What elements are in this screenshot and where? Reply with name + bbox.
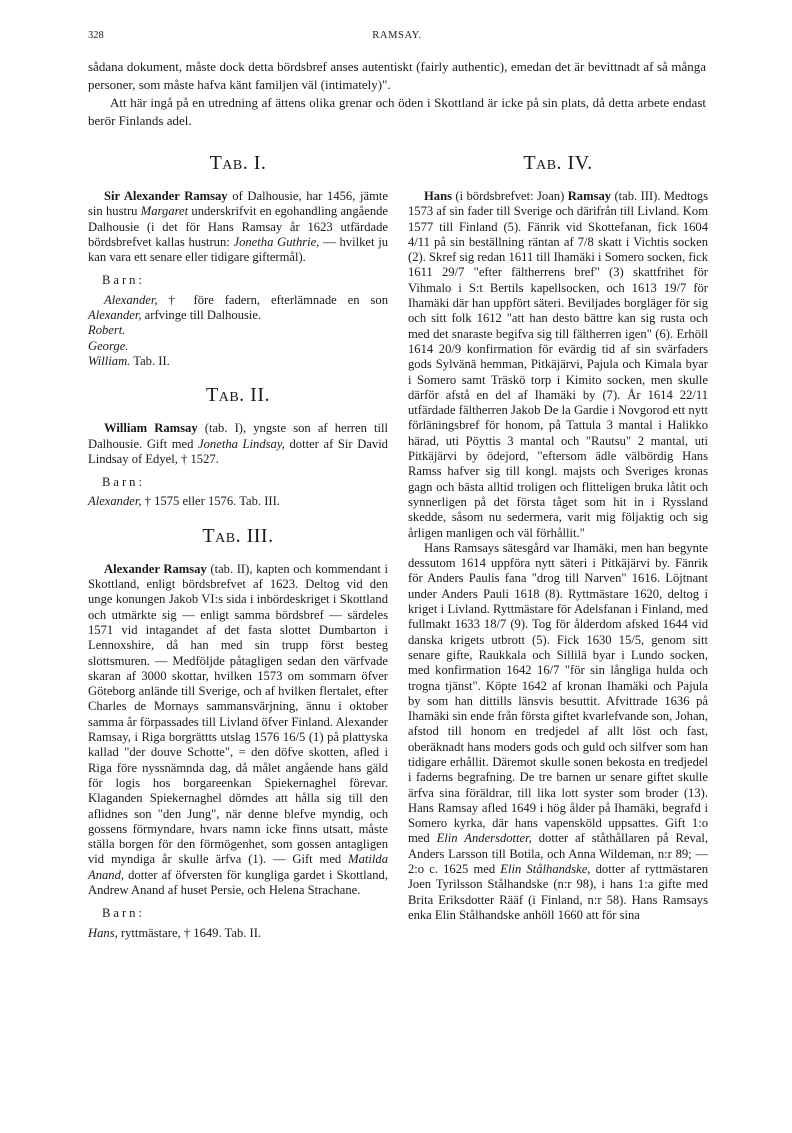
person-name: Hans [424,189,452,203]
child-entry [88,339,388,354]
body-text: dotter af Sir David Lindsay of Edyel, † 1527. [88,436,388,466]
body-text: † före fadern, efterlämnade en son [157,292,388,307]
section-tab-2 [88,383,388,509]
date-fraction: 16/5 [282,730,306,745]
section-body [408,541,708,923]
body-text: (1) på plattyska kallad "der douve Schotte", = den döfve skotten, afled i Riga före nyssnämnda dag, då målet angående hans gäld för logis hos borgareenkan Spiekernaghel förevar. Klaganden Spiekernaghel dömdes att hålla sig till den aflidnes son "den Jung", när denne blefve myndig, och gossens förmyndare, hvars namn icke finns utsatt, måste ställa borgen för den förmögenhet, som gossen antagligen vid myndiga år skulle ärfva (1). — Gift med [88,730,389,867]
person-name-italic: Jonetha Guthrie [233,234,317,249]
body-text: underskrifvit en egohandling angående Dalhousie (i det för Hans Ramsay år 1623 utfärdade bördsbrefvet kallas hustrun: [88,204,388,249]
children-label: Barn: [102,475,145,490]
section-tab-1 [88,151,388,369]
section-heading: Tab. IV. [523,152,593,174]
body-text: dotter af ståthållaren på Reval, Anders Larsson till Botila, och Anna Wildeman, n:r 89; — 2:o c. 1625 med [408,831,709,877]
body-text: (i bördsbrefvet: Joan) [452,189,568,203]
intro-paragraph: Att här ingå på en utredning af ättens olika grenar och öden i Skottland är icke på sin plats, då detta arbete endast berör Finlands adel. [88,95,706,128]
intro-text [88,58,706,130]
child-entry [88,926,388,941]
person-name-italic: Margaret [140,204,189,219]
child-name: George. [88,338,129,353]
child-name: Robert. [88,323,126,338]
section-body [88,421,388,467]
body-text: , — hvilket ju kan vara ett senare eller tidigare giftermål). [88,234,388,265]
child-name: Alexander, [88,308,142,323]
children-label: Barn: [102,906,145,921]
body-text: arfvinge till Dalhousie. [141,308,262,323]
body-text: † 1575 eller 1576. Tab. III. [141,494,280,509]
child-name: Alexander, [104,292,158,307]
person-name-italic: Jonetha Lindsay, [198,436,285,451]
person-name: Alexander Ramsay [104,561,207,576]
child-entry [88,323,388,338]
section-heading: Tab. II. [206,384,270,407]
section-heading: Tab. I. [209,152,267,174]
person-name: Sir Alexander Ramsay [104,189,228,203]
body-text: dotter af öfversten för kungliga gardet i Skottland, Andrew Anand af huset Persie, och Helena Strachane. [88,867,388,897]
section-body [408,189,708,541]
section-body [88,189,388,265]
page-number: 328 [88,30,104,41]
body-text: (tab. I), yngste son af herren till Dalhousie. Gift med [88,421,388,451]
child-entry [88,293,388,324]
body-text: (tab. III). Medtogs 1573 af sin fader till Sverige och därifrån till Livland. Kom 1577 till Finland (5). Fänrik vid Skottefanan, fick 1604 4/11 på sin beställning räntan af 7/8 skatt i Vichtis socken (2). Skref sig redan 1611 till Ihamäki i Somero socken, fick 1611 29/7 "efter fältherrens bref" (3) skattfrihet för Vihmalo i S:t Bertils kapellsocken, och 1613 19/7 för Ihamäki där han uppfört säteri. Beviljades borgläger för sig och sitt folk 1612 "att han desto bättre kan sig rusta och med det snaraste begifva sig till fältherren igen" (6). Erhöll 1614 20/9 konfirmation för evärdig tid af sin svärfaders gods Sylvänä hemman, Pitkäjärvi, Pajula och Kimala byar i Somero samt Träskö torp i Kimito socken, men skulle därför afstå en del af Ihamäki by (7). År 1614 22/11 utfärdade fältherren Jakob De la Gardie i Novgorod ett nytt förläningsbref för honom, på Tattula 3 mantal i Halikko härad, uti Pöyttis 3 mantal och "Rautsu" 2 mantal, uti Pitkäjärvi by ödejord, "eftersom ädle välbördig Hans Ramss hafver sig till kongl. majsts och Sveriges kronas gagn och bästa alltid troligen och flitteligen bruka låtit och synnerligen på det första tåget som hit in i Ryssland skedde, såsom nu sedermera, varit mig följaktig och sig årligen manligen och väl förhållit." [408,189,708,540]
section-tab-4 [408,151,708,923]
child-name: William. [88,353,131,368]
table-reference: Tab. II. [130,353,170,368]
person-name-italic: Elin Stålhandske, [500,862,591,877]
person-name-italic: Matilda Anand, [88,852,388,882]
section-body [88,562,388,899]
person-name: William Ramsay [104,421,198,436]
page-header [88,30,706,46]
body-text: of Dalhousie, har 1456, jämte sin hustru [88,189,388,219]
intro-paragraph: sådana dokument, måste dock detta bördsbref anses autentiskt (fairly authentic), emedan det är bevittnadt af så många personer, som måste hafva känt familjen väl (intimately)". [88,59,706,92]
person-name: Ramsay [567,189,612,203]
left-column [88,145,388,941]
child-name: Hans, [88,925,118,940]
child-name: Alexander, [88,494,142,509]
running-title: RAMSAY. [372,30,422,41]
body-text: Hans Ramsays sätesgård var Ihamäki, men han begynte dessutom 1614 uppföra nytt säteri i Pitkäjärvi by. Fänrik för Anders Paulis fana "drog till Narven" 1616. Löjtnant under Anders Pauli 1618 (8). Ryttmästare 1620, deltog i kriget i Livland. Ryttmästare för Adelsfanan i Finland, med fullmakt 1633 18/7 (9). Tog för ålderdom afsked 1644 vid danska krigets utbrott (5). Fick 1630 15/5, genom sitt senare gifte, Raukkala och Sillilä byar i Lundo socken, med konfirmation 1642 16/7 "för sin långliga hulda och trogna tjänst". Köpte 1642 af kronan Ihamäki och Pajula by som han dittills länsvis besuttit. Afvittrade 1636 på Ihamäki sin ende från första giftet kvarlefvande son, Johan, afstod till honom en tredjedel af allt löst och fast, oberäknadt hans moders gods och guld och silfver som han tidigare erhållit. Däremot skulle sonen bekosta en tredjedel i faderns begrafning. De tre barnen ur senare giftet skulle ärfva sina föräldrar, till lika lott syster som broder (13). Hans Ramsay afled 1649 i hög ålder på Ihamäki, begrafd i Somero kyrka, där hans vapensköld uppsattes. Gift 1:o med [408,540,708,846]
section-tab-3 [88,524,388,941]
section-heading: Tab. III. [202,524,274,547]
child-entry [88,354,388,369]
child-entry [88,494,388,509]
person-name-italic: Elin Andersdotter, [436,831,532,846]
body-text: dotter af ryttmästaren Joen Tyrilsson Stålhandske (n:r 98), i hans 1:a gifte med Brita Eriksdotter Rääf (i Finland, n:r 58). Hans Ramsays enka Elin Stålhandske anhöll 1660 att för sina [408,862,708,922]
children-label: Barn: [102,273,145,288]
body-text: ryttmästare, † 1649. Tab. II. [117,925,262,940]
right-column [408,145,708,923]
body-text: (tab. II), kapten och kommendant i Skottland, enligt bördsbrefvet af 1623. Deltog vid den unge konungen Jakob VI:s sida i inbördeskriget i Skottland och utmärkte sig — enligt samma bördsbref — särdeles 1571 vid intagandet af det fasta slottet Dumbarton i Lennoxshire, då han med sin trupp först besteg slottsmuren. — Medföljde påtagligen sedan den värfvade skaran af 3000 skottar, hvilken 1573 om sommarn öfver Göteborg anlände till Sverige, och af hvilken flertalet, efter Charles de Mornays sammansvärjning, ännu i oktober samma år förpassades till Livland öfver Finland. Alexander Ramsay, i Riga borgrättts utslag 1576 [88,561,388,745]
